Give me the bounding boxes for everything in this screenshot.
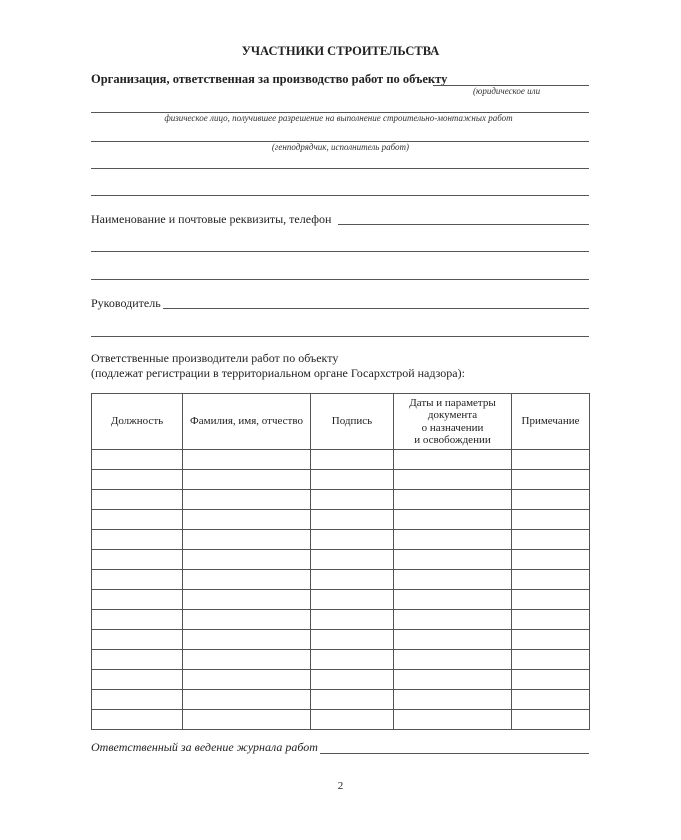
table-cell[interactable] (394, 510, 512, 530)
header-line: и освобождении (414, 434, 491, 446)
table-cell[interactable] (394, 710, 512, 730)
column-header-notes: Примечание (512, 394, 590, 450)
table-cell[interactable] (394, 450, 512, 470)
table-cell[interactable] (92, 470, 183, 490)
table-cell[interactable] (92, 610, 183, 630)
organization-field-line-4[interactable] (91, 168, 589, 169)
organization-label: Организация, ответственная за производство работ по объекту (91, 72, 448, 86)
table-cell[interactable] (92, 590, 183, 610)
table-cell[interactable] (512, 710, 590, 730)
table-cell[interactable] (394, 470, 512, 490)
table-cell[interactable] (394, 550, 512, 570)
table-row (92, 570, 590, 590)
table-row (92, 710, 590, 730)
table-cell[interactable] (512, 490, 590, 510)
table-row (92, 630, 590, 650)
table-cell[interactable] (183, 590, 311, 610)
table-cell[interactable] (311, 710, 394, 730)
page-title: УЧАСТНИКИ СТРОИТЕЛЬСТВА (241, 44, 440, 58)
table-cell[interactable] (394, 630, 512, 650)
table-cell[interactable] (183, 550, 311, 570)
table-cell[interactable] (183, 450, 311, 470)
table-cell[interactable] (512, 510, 590, 530)
table-cell[interactable] (512, 610, 590, 630)
table-cell[interactable] (183, 630, 311, 650)
responsible-table (91, 393, 590, 730)
table-cell[interactable] (394, 670, 512, 690)
table-row (92, 490, 590, 510)
column-header-document-dates (394, 394, 512, 450)
table-row (92, 550, 590, 570)
table-cell[interactable] (92, 510, 183, 530)
table-cell[interactable] (512, 670, 590, 690)
table-cell[interactable] (311, 450, 394, 470)
table-row (92, 590, 590, 610)
address-field-line-2[interactable] (91, 251, 589, 252)
table-cell[interactable] (394, 690, 512, 710)
table-cell[interactable] (183, 470, 311, 490)
table-cell[interactable] (183, 530, 311, 550)
table-row (92, 650, 590, 670)
table-cell[interactable] (92, 550, 183, 570)
table-cell[interactable] (311, 470, 394, 490)
table-cell[interactable] (311, 610, 394, 630)
table-cell[interactable] (92, 650, 183, 670)
responsible-subheading: (подлежат регистрации в территориальном органе Госархстрой надзора): (91, 366, 465, 380)
table-cell[interactable] (92, 450, 183, 470)
table-cell[interactable] (512, 530, 590, 550)
responsible-heading: Ответственные производители работ по объекту (91, 351, 339, 365)
manager-label: Руководитель (91, 296, 161, 310)
address-field[interactable] (338, 224, 589, 225)
table-row (92, 450, 590, 470)
table-cell[interactable] (183, 490, 311, 510)
table-cell[interactable] (183, 510, 311, 530)
column-header-full-name: Фамилия, имя, отчество (183, 394, 311, 450)
table-cell[interactable] (92, 710, 183, 730)
table-cell[interactable] (512, 650, 590, 670)
table-cell[interactable] (311, 670, 394, 690)
table-cell[interactable] (92, 570, 183, 590)
table-cell[interactable] (394, 650, 512, 670)
table-cell[interactable] (394, 590, 512, 610)
table-header-row (92, 394, 590, 450)
hint-general-contractor: (генподрядчик, исполнитель работ) (271, 142, 410, 152)
table-cell[interactable] (183, 690, 311, 710)
table-cell[interactable] (311, 630, 394, 650)
table-row (92, 690, 590, 710)
table-cell[interactable] (311, 530, 394, 550)
table-cell[interactable] (394, 530, 512, 550)
table-cell[interactable] (512, 570, 590, 590)
table-cell[interactable] (512, 470, 590, 490)
table-cell[interactable] (394, 570, 512, 590)
column-header-signature: Подпись (311, 394, 394, 450)
table-cell[interactable] (92, 530, 183, 550)
table-cell[interactable] (512, 450, 590, 470)
table-cell[interactable] (92, 490, 183, 510)
table-cell[interactable] (311, 570, 394, 590)
table-cell[interactable] (183, 670, 311, 690)
address-field-line-3[interactable] (91, 279, 589, 280)
table-cell[interactable] (183, 610, 311, 630)
table-row (92, 470, 590, 490)
manager-field-line-2[interactable] (91, 336, 589, 337)
table-cell[interactable] (92, 690, 183, 710)
table-cell[interactable] (512, 690, 590, 710)
organization-field-line-5[interactable] (91, 195, 589, 196)
header-line: о назначении (421, 421, 484, 434)
table-row (92, 670, 590, 690)
header-line: Даты и параметры (409, 396, 496, 409)
table-cell[interactable] (311, 650, 394, 670)
header-line: документа (427, 409, 478, 421)
table-cell[interactable] (92, 630, 183, 650)
table-row (92, 510, 590, 530)
column-header-position: Должность (92, 394, 183, 450)
table-cell[interactable] (512, 590, 590, 610)
table-cell[interactable] (311, 490, 394, 510)
table-cell[interactable] (512, 630, 590, 650)
table-cell[interactable] (92, 670, 183, 690)
table-cell[interactable] (311, 550, 394, 570)
journal-responsible-field[interactable] (320, 753, 589, 754)
hint-physical-person: физическое лицо, получившее разрешение на выполнение строительно-монтажных работ (164, 113, 513, 123)
address-label: Наименование и почтовые реквизиты, телефон (91, 212, 332, 226)
table-row (92, 610, 590, 630)
table-cell[interactable] (183, 650, 311, 670)
table-cell[interactable] (183, 710, 311, 730)
page-number: 2 (337, 780, 344, 792)
table-cell[interactable] (311, 510, 394, 530)
table-cell[interactable] (394, 490, 512, 510)
table-cell[interactable] (512, 550, 590, 570)
table-row (92, 530, 590, 550)
hint-legal-or: (юридическое или (473, 86, 541, 96)
table-cell[interactable] (311, 690, 394, 710)
table-cell[interactable] (311, 590, 394, 610)
manager-field[interactable] (163, 308, 589, 309)
journal-responsible-label: Ответственный за ведение журнала работ (91, 740, 318, 754)
table-cell[interactable] (394, 610, 512, 630)
table-cell[interactable] (183, 570, 311, 590)
